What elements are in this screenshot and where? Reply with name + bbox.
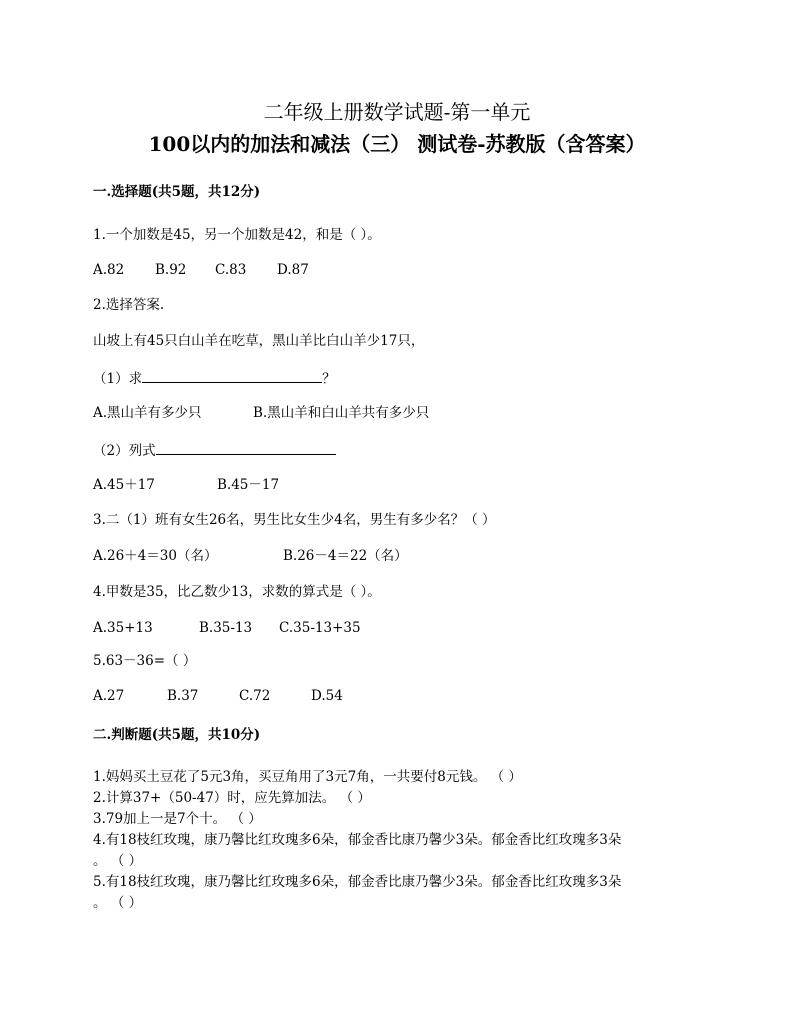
q2-sub1 [93,368,336,388]
section2-heading: 二.判断题(共5题，共10分) [93,727,261,743]
title-line-2: 100以内的加法和减法（三） 测试卷-苏教版（含答案） [148,132,646,156]
q4-option-b: B.35-13 [199,620,253,636]
q3-text: 3.二（1）班有女生26名，男生比女生少4名，男生有多少名？（ ） [93,512,496,528]
q2-sub1-prefix: （1）求 [93,371,143,387]
q3-option-a: A.26＋4＝30（名） [93,548,218,564]
q2-sub1-blank [142,368,322,383]
judge-line-5-cont: 。 （ ） [93,895,143,911]
q2-sub2-blank [156,440,336,455]
q5-option-a: A.27 [93,688,125,704]
q1-option-b: B.92 [155,262,187,278]
q2-sub1-suffix: ？ [322,371,336,387]
q4-text: 4.甲数是35，比乙数少13，求数的算式是（ ）。 [93,584,381,600]
q3-options [93,547,408,565]
q2-sub2-option-b: B.45－17 [217,477,280,493]
title-line-1: 二年级上册数学试题-第一单元 [263,100,531,124]
q5-text: 5.63－36=（ ） [93,653,197,669]
q4-option-a: A.35+13 [93,620,153,636]
judge-line-1: 1.妈妈买土豆花了5元3角，买豆角用了3元7角，一共要付8元钱。 （ ） [93,769,522,785]
q2-text: 2.选择答案. [93,297,165,313]
q5-option-b: B.37 [167,688,199,704]
q2-sub2 [93,440,336,460]
q1-option-d: D.87 [277,262,309,278]
judge-line-3: 3.79加上一是7个十。 （ ） [93,811,262,827]
q2-sub2-options [93,476,279,494]
judge-line-4-cont: 。 （ ） [93,853,143,869]
q2-sub1-options [93,404,429,422]
q2-sub1-option-b: B.黑山羊和白山羊共有多少只 [253,405,430,421]
q2-context: 山坡上有45只白山羊在吃草，黑山羊比白山羊少17只， [93,333,425,349]
q5-option-d: D.54 [311,688,343,704]
judge-line-5: 5.有18枝红玫瑰，康乃馨比红玫瑰多6朵，郁金香比康乃馨少3朵。郁金香比红玫瑰多3朵 [93,874,622,890]
q1-text: 1.一个加数是45，另一个加数是42，和是（ ）。 [93,227,381,243]
q3-option-b: B.26－4＝22（名） [283,548,408,564]
q1-option-c: C.83 [215,262,247,278]
section1-heading: 一.选择题(共5题，共12分) [93,184,261,200]
judge-line-4: 4.有18枝红玫瑰，康乃馨比红玫瑰多6朵，郁金香比康乃馨少3朵。郁金香比红玫瑰多3朵 [93,832,622,848]
q4-option-c: C.35-13+35 [279,620,361,636]
q2-sub2-option-a: A.45＋17 [93,477,155,493]
q5-option-c: C.72 [239,688,271,704]
q2-sub1-option-a: A.黑山羊有多少只 [93,405,202,421]
q1-option-a: A.82 [93,262,125,278]
judge-line-2: 2.计算37+（50-47）时，应先算加法。 （ ） [93,790,371,806]
q2-sub2-prefix: （2）列式 [93,443,156,459]
q4-options [93,619,361,637]
q1-options [93,261,309,279]
q5-options [93,687,343,705]
